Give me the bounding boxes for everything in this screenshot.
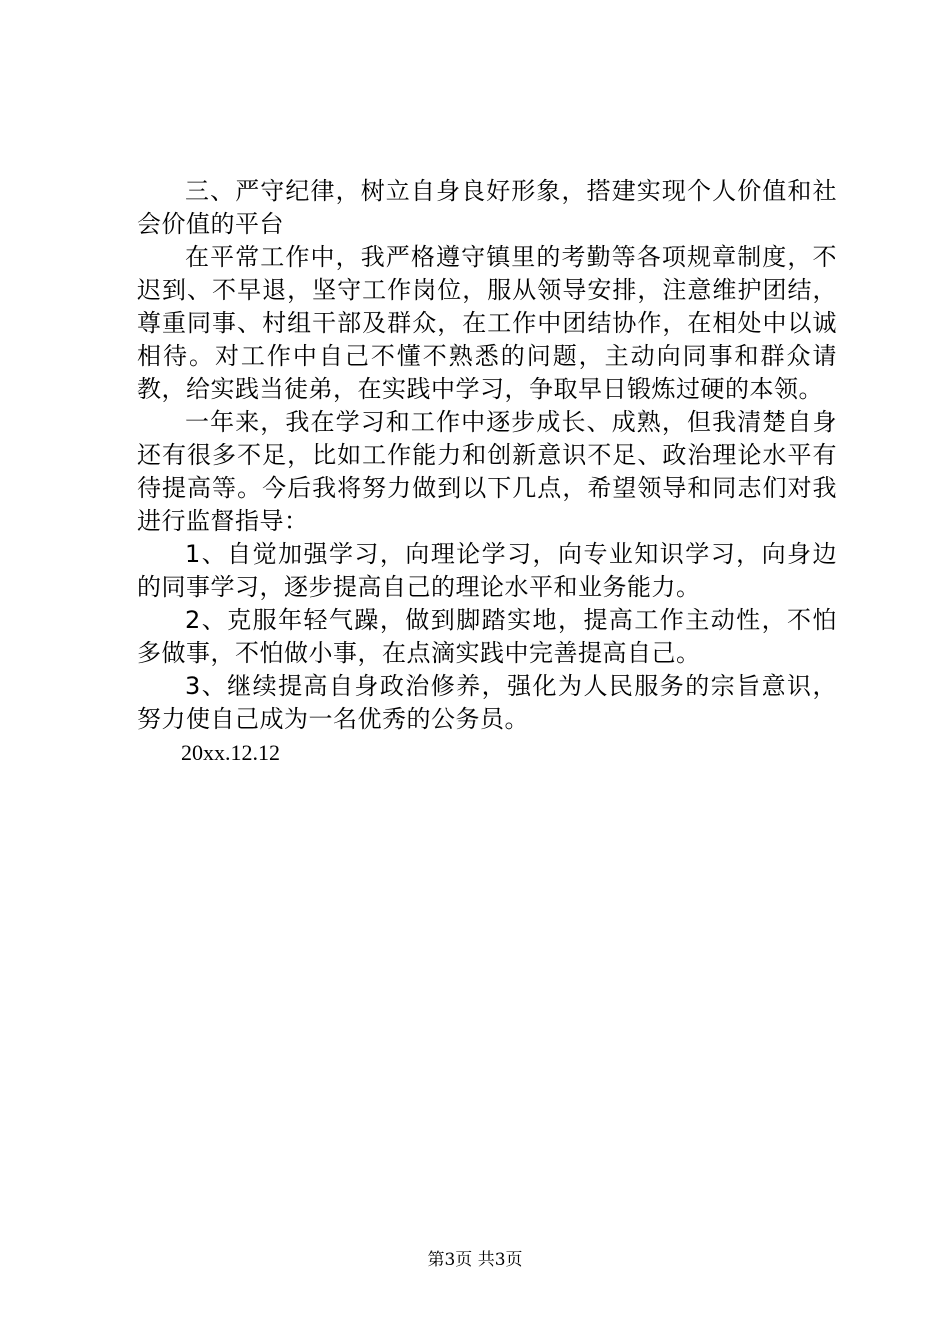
document-date: 20xx.12.12 (181, 740, 280, 765)
paragraph-summary: 一年来，我在学习和工作中逐步成长、成熟，但我清楚自身还有很多不足，比如工作能力和创新意识不足、政治理论水平有待提高等。今后我将努力做到以下几点，希望领导和同志们对我进行监督指导： (137, 408, 837, 535)
list-item-2: 2、克服年轻气躁，做到脚踏实地，提高工作主动性，不怕多做事，不怕做小事，在点滴实践中完善提高自己。 (137, 606, 837, 667)
document-body (137, 175, 837, 769)
section-heading: 三、严守纪律，树立自身良好形象，搭建实现个人价值和社会价值的平台 (137, 177, 837, 238)
list-item-1: 1、自觉加强学习，向理论学习，向专业知识学习，向身边的同事学习，逐步提高自己的理论水平和业务能力。 (137, 540, 837, 601)
paragraph-discipline: 在平常工作中，我严格遵守镇里的考勤等各项规章制度，不迟到、不早退，坚守工作岗位，服从领导安排，注意维护团结，尊重同事、村组干部及群众，在工作中团结协作，在相处中以诚相待。对工作中自己不懂不熟悉的问题，主动向同事和群众请教，给实践当徒弟，在实践中学习，争取早日锻炼过硬的本领。 (137, 243, 837, 403)
list-item-3: 3、继续提高自身政治修养，强化为人民服务的宗旨意识，努力使自己成为一名优秀的公务员。 (137, 672, 837, 733)
page-footer: 第3页 共3页 (427, 1250, 523, 1270)
